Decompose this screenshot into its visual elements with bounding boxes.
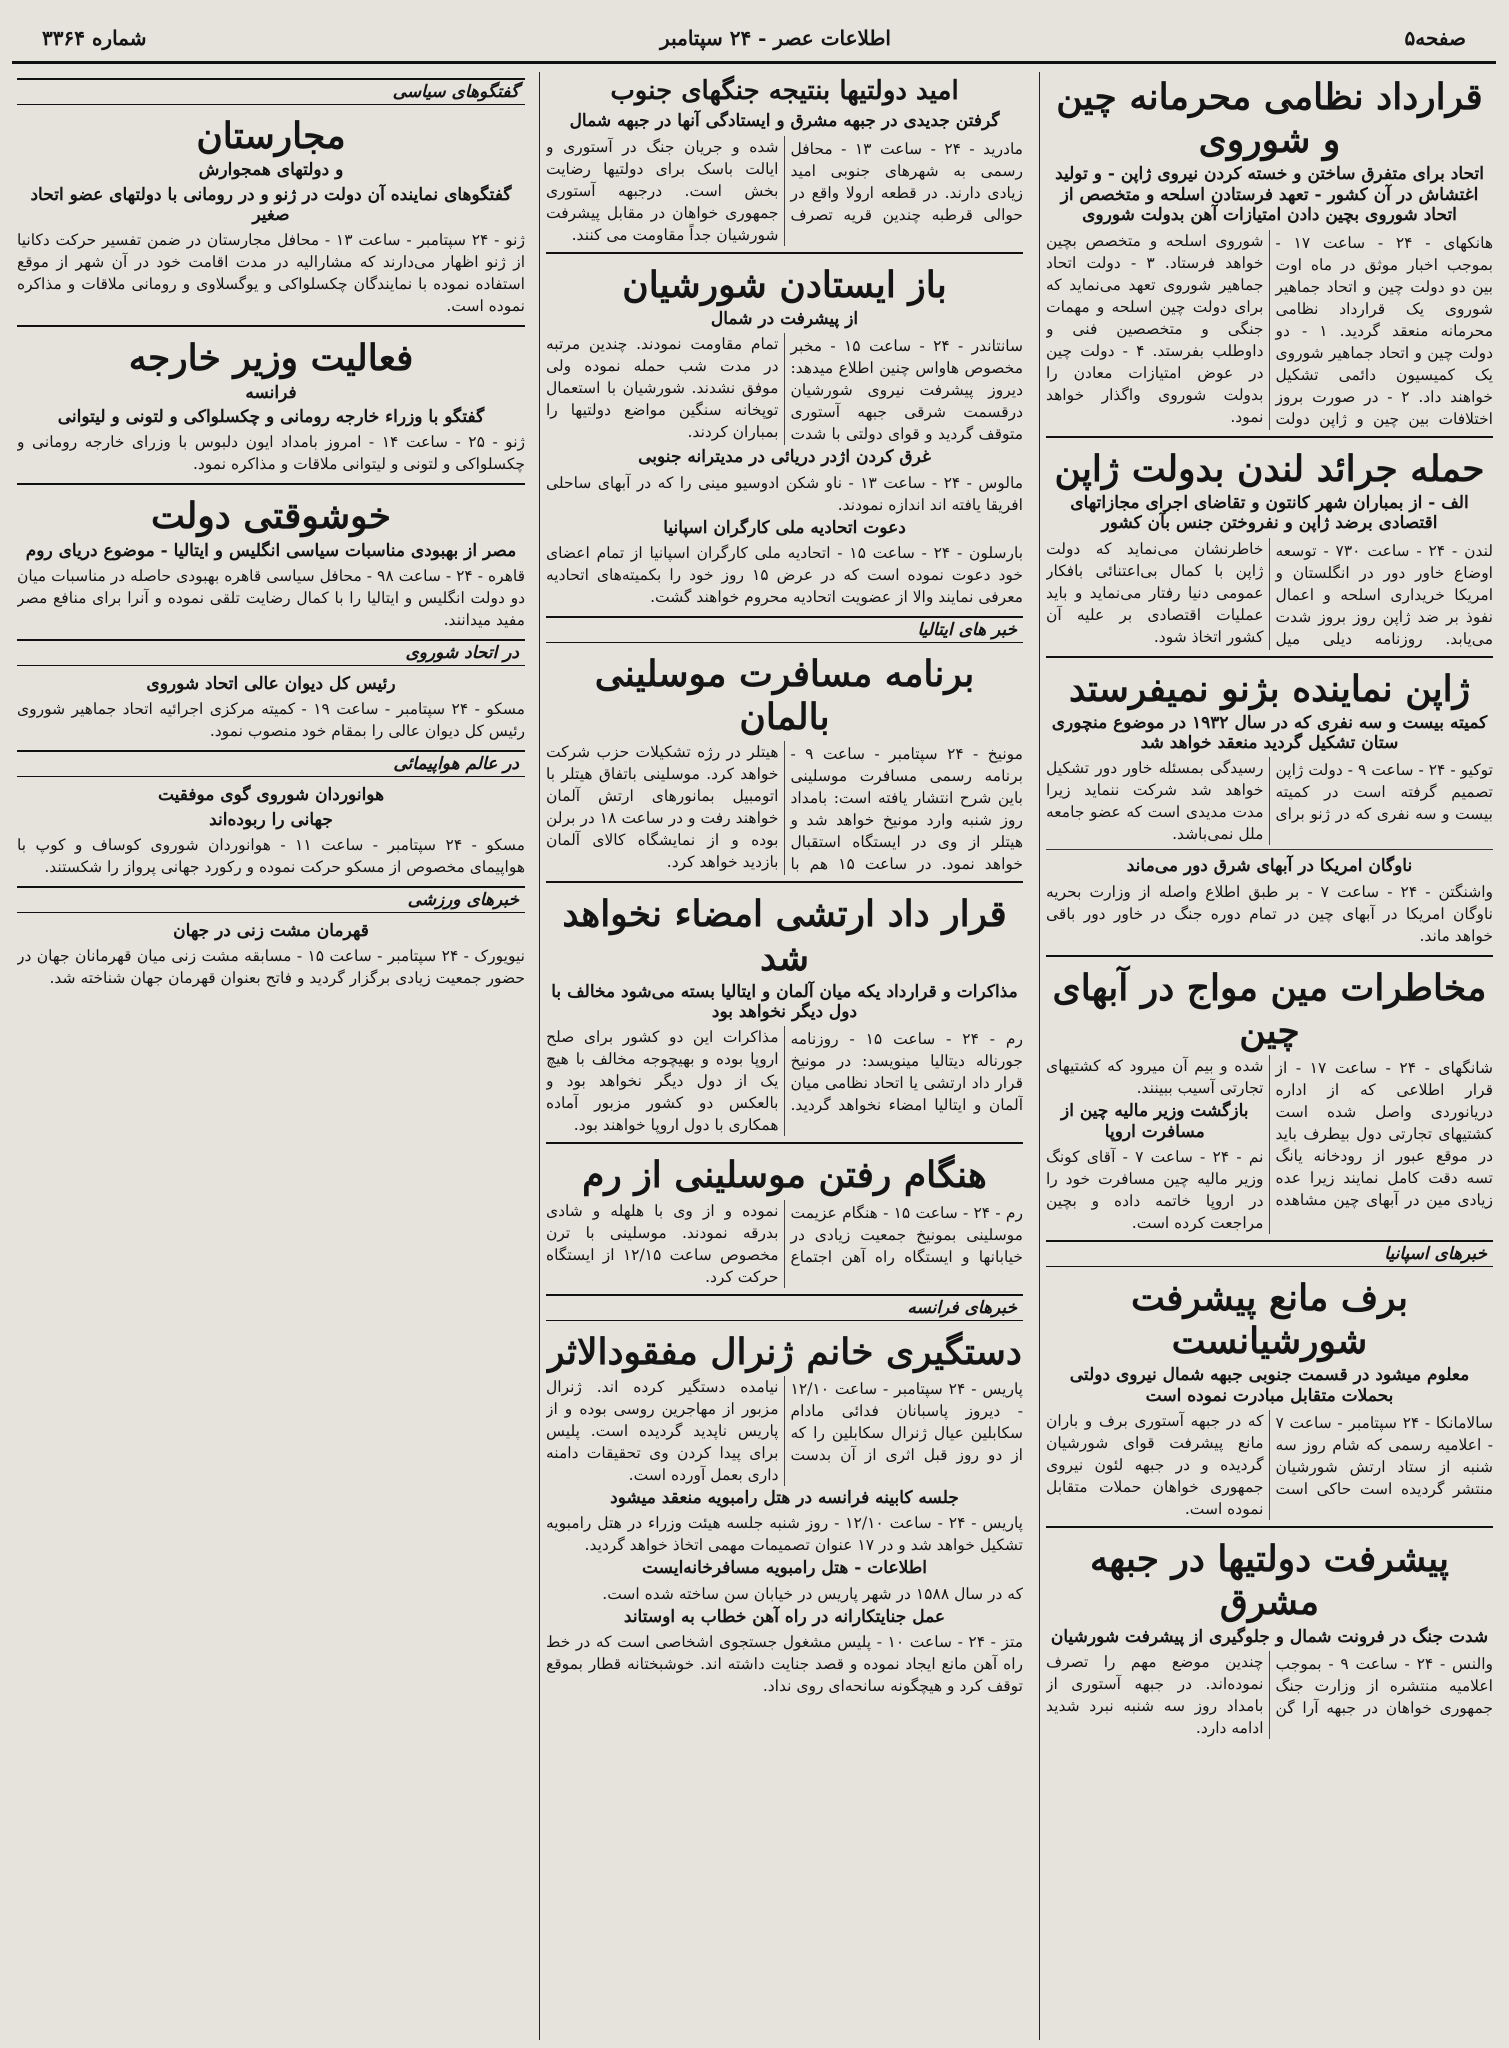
article-body: سالامانکا - ۲۴ سپتامبر - ساعت ۷ - اعلامیه رسمی که شام روز سه شنبه از ستاد ارتش شورشیان منتشر گردیده است حاکی است که در جبهه آستوری برف و باران مانع پیشرفت قوای شورشیان گردیده و در جبهه لئون نیروی جمهوری خواهان حملات متقابل نموده است. — [1046, 1412, 1493, 1519]
subheadline: اتحاد برای متفرق ساختن و خسته کردن نیروی ژاپن - و تولید اغتشاش در آن کشور - تعهد فرستادن اسلحه و متخصص از اتحاد شوروی بچین دادن امتیازات آهن بدولت شوروی — [1055, 164, 1484, 226]
article-snow — [1046, 1273, 1493, 1520]
article-body: مسکو - ۲۴ سپتامبر - ساعت ۱۹ - کمیته مرکزی اجرائیه اتحاد جماهیر شوروی رئیس کل دیوان عالی را بمقام خود منصوب نمود. — [17, 700, 525, 741]
article-body: مونیخ - ۲۴ سپتامبر - ساعت ۹ - برنامه رسمی مسافرت موسلینی باین شرح انتشار یافته است: بامداد روز شنبه وارد مونیخ خواهد شد و هیتلر از وی در ایستگاه استقبال خواهد نمود. در ساعت ۱۵ هم با هیتلر در رژه تشکیلات حزب شرکت خواهد کرد. موسلینی باتفاق هیتلر با اتومبیل بمانورهای ارتش آلمان خواهند رفت و در ساعت ۱۸ در برلن بوده و از نمایشگاه کالای آلمان بازدید خواهد کرد. — [546, 743, 1023, 874]
subheadline: کمیته بیست و سه نفری که در سال ۱۹۳۲ در موضوع منچوری ستان تشکیل گردید منعقد خواهد شد — [1051, 712, 1488, 754]
article-aviators — [17, 783, 525, 880]
subheadline: بازگشت وزیر مالیه چین از مسافرت اروپا — [1061, 1101, 1249, 1142]
article-body: مادرید - ۲۴ - ساعت ۱۳ - محافل رسمی به شهرهای جنوبی امید زیادی دارند. در قطعه ارولا واقع در حوالی قرطبه چندین قریه تصرف شده و جریان جنگ در آستوری و ایالت باسک برای دولتیها رضایت بخش است. درجبهه آستوری جمهوری خواهان در مقابل پیشرفت شورشیان جداً مقاومت می کنند. — [546, 137, 1023, 244]
article-mines — [1046, 963, 1493, 1234]
article-london-press — [1046, 444, 1493, 650]
headline: امید دولتیها بنتیجه جنگهای جنوب — [610, 76, 959, 106]
subheadline: اطلاعات - هتل رامبویه مسافرخانه‌ایست — [641, 1558, 928, 1579]
article-mussolini-leaving — [546, 1150, 1023, 1287]
headline: برنامه مسافرت موسلینی بالمان — [594, 652, 975, 739]
article-japan-geneva — [1046, 664, 1493, 846]
subheadline: گرفتن جدیدی در جبهه مشرق و ایستادگی آنها در جبهه شمال — [569, 111, 1000, 132]
subheadline: مذاکرات و قرارداد یکه میان آلمان و ایتالیا بسته می‌شود مخالف با دول دیگر نخواهد بود — [551, 981, 1018, 1023]
section-label-sports: خبرهای ورزشی — [17, 886, 525, 913]
section-label-france: خبرهای فرانسه — [546, 1294, 1023, 1321]
article-body: واشنگتن - ۲۴ - ساعت ۷ - بر طبق اطلاع واصله از وزارت بحریه ناوگان امریکا در آبهای چین در تمام دوره جنگ در خاور دور باقی خواهد ماند. — [1046, 882, 1493, 945]
issue-number: شماره ۳۳۶۴ — [42, 25, 147, 50]
headline: رئیس کل دیوان عالی اتحاد شوروی — [146, 673, 396, 694]
article-military-pact — [546, 889, 1023, 1136]
article-body: رم - ۲۴ - ساعت ۱۵ - هنگام عزیمت موسلینی بمونیخ جمعیت زیادی در خیابانها و ایستگاه راه آهن اجتماع نموده و از وی با هلهله و شادی بدرقه نمودند. موسلینی با ترن مخصوص ساعت ۱۲/۱۵ از ایستگاه حرکت کرد. — [546, 1201, 1023, 1286]
section-label-spain: خبرهای اسپانیا — [1046, 1240, 1493, 1267]
subheadline: گفتگو با وزراء خارجه رومانی و چکسلواکی و لتونی و لیتوانی — [57, 406, 485, 427]
subheadline: گفتگوهای نماینده آن دولت در ژنو و در رومانی با دولتهای عضو اتحاد صغیر — [30, 184, 512, 225]
headline: قهرمان مشت زنی در جهان — [173, 921, 369, 942]
article-body: هانکهای - ۲۴ - ساعت ۱۷ - بموجب اخبار موثق در ماه اوت بین دو دولت چین و اتحاد جماهیر شوروی یک قرارداد نظامی محرمانه منعقد گردید. ۱ - دو دولت چین و اتحاد جماهیر شوروی یک کمیسیون دائمی تشکیل خواهند داد. ۲ - در صورت بروز اختلافات بین چین و ژاپن دولت شوروی اسلحه و متخصص بچین خواهد فرستاد. ۳ - دولت اتحاد جماهیر شوروی تعهد می‌نماید که برای دولت چین اسلحه و مهمات جنگی و متخصصین فنی و داوطلب بفرستد. ۴ - دولت چین در عوض امتیازات معادن را بدولت شوروی واگذار خواهد نمود. — [1046, 231, 1493, 428]
subheadline: مصر از بهبودی مناسبات سیاسی انگلیس و ایتالیا - موضوع دریای روم — [25, 540, 517, 561]
article-body: ژنو - ۲۴ سپتامبر - ساعت ۱۳ - محافل مجارستان در ضمن تفسیر حرکت دکانیا از ژنو اظهار می‌دارند که مشارالیه در مدت اقامت خود در آن شهر از موقع استفاده نموده با نمایندگان چکسلواکی و یوگسلاوی و رومانی ملاقات و مذاکره نموده است. — [17, 231, 525, 316]
article-body: لندن - ۲۴ - ساعت ۷۳۰ - توسعه اوضاع خاور دور در انگلستان و امریکا خریداری اسلحه و اعمال نفوذ بر ضد ژاپن روز بروز شدت می‌یابد. روزنامه دیلی میل خاطرنشان می‌نماید که دولت ژاپن با کمال بی‌اعتنائی بافکار عمومی دنیا رفتار می‌نماید و باید عملیات اقتصادی بر علیه آن کشور اتخاذ شود. — [1046, 539, 1493, 648]
section-label-soviet: در اتحاد شوروی — [17, 639, 525, 666]
column-middle — [539, 72, 1029, 2040]
article-china-soviet — [1046, 72, 1493, 430]
headline: هوانوردان شوروی گوی موفقیت — [157, 785, 385, 806]
subheadline: جهانی را ربوده‌اند — [209, 809, 333, 830]
article-egypt — [17, 491, 525, 633]
article-body: پاریس - ۲۴ سپتامبر - ساعت ۱۲/۱۰ - دیروز پاسبانان فدائی مادام سکابلین عیال ژنرال سکابلین را که از دو روز قبل اثری از آن بدست نیامده دستگیر کرده اند. ژنرال مزبور از مهاجرین روسی بوده و از پاریس ناپدید گردیده است. پلیس برای پیدا کردن وی تحقیقات دامنه داری بعمل آورده است. — [546, 1377, 1023, 1484]
article-east-front — [1046, 1534, 1493, 1739]
section-label-aviation: در عالم هواپیمائی — [17, 750, 525, 777]
article-body: شانگهای - ۲۴ - ساعت ۱۷ - از قرار اطلاعی که از اداره دریانوردی واصل شده است کشتیهای تجارتی دول بیطرف باید در موقع عبور از رودخانه یانگ تسه دقت کامل نمایند زیرا عده زیادی مین در آبهای چین مشاهده شده و بیم آن میرود که کشتیهای تجارتی آسیب ببینند. — [1046, 1057, 1493, 1210]
page-number: صفحه۵ — [1404, 25, 1466, 50]
column-left — [11, 72, 531, 2040]
article-mussolini-trip — [546, 649, 1023, 875]
subheadline: معلوم میشود در قسمت جنوبی جبهه شمال نیروی دولتی بحملات متقابل مبادرت نموده است — [1069, 1365, 1470, 1406]
headline: دستگیری خانم ژنرال مفقودالاثر — [547, 1330, 1022, 1373]
article-body: که در سال ۱۵۸۸ در شهر پاریس در خیابان سن ساخته شده است. — [602, 1584, 1023, 1603]
article-body: پاریس - ۲۴ - ساعت ۱۲/۱۰ - روز شنبه جلسه هیئت وزراء در هتل رامبویه تشکیل خواهد شد و در ۱۷ عنوان تصمیمات مهمی اتخاذ خواهد گردید. — [546, 1514, 1023, 1555]
article-body: نیویورک - ۲۴ سپتامبر - ساعت ۱۵ - مسابقه مشت زنی میان قهرمانان جهان در حضور جمعیت زیادی برگزار گردید و فاتح بعنوان قهرمان جهان شناخته شد. — [17, 947, 525, 988]
headline: ناوگان امریکا در آبهای شرق دور می‌ماند — [1126, 856, 1413, 877]
article-us-fleet — [1046, 854, 1493, 948]
headline: خوشوقتی دولت — [151, 495, 391, 538]
headline: باز ایستادن شورشیان — [622, 263, 947, 306]
article-body: ژنو - ۲۵ - ساعت ۱۴ - امروز بامداد ایون دلبوس با وزرای خارجه رومانی و چکسلواکی و لتونی و لیتوانی ملاقات و مذاکره نمود. — [17, 433, 525, 474]
article-body: رم - ۲۴ - ساعت ۱۵ - روزنامه جورناله دیتالیا مینویسد: در مونیخ قرار داد ارتشی یا اتحاد نظامی میان آلمان و ایتالیا امضاء نخواهد گردید. مذاکرات این دو کشور برای صلح اروپا بوده و بهیچوجه مخالف با هیچ یک از دول دیگر نخواهد بود و بالعکس دو کشور مزبور آماده همکاری با دول اروپا خواهند بود. — [546, 1028, 1023, 1135]
headline: قرارداد نظامی محرمانه چین و شوروی — [1056, 76, 1483, 162]
article-body: والنس - ۲۴ - ساعت ۹ - بموجب اعلامیه منتشره از وزارت جنگ جمهوری خواهان در جبهه آرا گن چندین موضع مهم را تصرف نموده‌اند. در جبهه آستوری از بامداد روز سه شنبه نبرد شدید ادامه دارد. — [1046, 1652, 1493, 1737]
subheadline: دعوت اتحادیه ملی کارگران اسپانیا — [663, 517, 906, 538]
subheadline: فرانسه — [245, 382, 297, 403]
subheadline: شدت جنگ در فرونت شمال و جلوگیری از پیشرفت شورشیان — [1050, 1626, 1489, 1647]
masthead — [12, 14, 1496, 64]
headline: ژاپن نماینده بژنو نمیفرستد — [1068, 667, 1471, 710]
headline: حمله جرائد لندن بدولت ژاپن — [1054, 447, 1485, 490]
headline: برف مانع پیشرفت شورشیانست — [1130, 1277, 1409, 1363]
subheadline: غرق کردن اژدر دریائی در مدیترانه جنوبی — [638, 447, 931, 468]
headline: مجارستان — [196, 115, 346, 157]
headline: مخاطرات مین مواج در آبهای چین — [1052, 966, 1487, 1053]
article-hungary — [17, 111, 525, 319]
paper-title: اطلاعات عصر - ۲۴ سپتامبر — [660, 25, 891, 50]
article-body: سانتاندر - ۲۴ - ساعت ۱۵ - مخبر مخصوص هاواس چنین اطلاع میدهد: دیروز پیشرفت نیروی شورشیان درقسمت شرقی جبهه آستوری متوقف گردید و قوای دولتی با شدت تمام مقاومت نمودند. چندین مرتبه در مدت شب حمله نموده ولی موفق نشدند. شورشیان با استعمال توپخانه سنگین مواضع دولتیها را بمباران کردند. — [546, 335, 1023, 444]
article-body: متز - ۲۴ - ساعت ۱۰ - پلیس مشغول جستجوی اشخاصی است که در خط راه آهن مانع ایجاد نموده و قصد جنایت داشته اند. خوشبختانه قطار بموقع توقف کرد و هیچگونه سانحه‌ای روی نداد. — [546, 1633, 1023, 1696]
column-right — [1039, 72, 1499, 2040]
subheadline: و دولتهای همجوارش — [198, 160, 344, 181]
article-body: نم - ۲۴ - ساعت ۷ - آقای کونگ وزیر مالیه چین مسافرت خود را در اروپا خاتمه داده و بچین مراجعت کرده است. — [1046, 1148, 1264, 1233]
article-rebels-halt — [546, 260, 1023, 610]
headline: پیشرفت دولتیها در جبهه مشرق — [1089, 1538, 1450, 1624]
article-foreign-minister — [17, 333, 525, 477]
article-boxing — [17, 919, 525, 991]
article-body: مالوس - ۲۴ - ساعت ۱۳ - ناو شکن ادوسیو مینی را که در آبهای ساحلی افریقا یافته اند اندازه نمودند. — [546, 473, 1023, 514]
article-general-wife — [546, 1327, 1023, 1699]
section-label-politics: گفتگوهای سیاسی — [17, 78, 525, 105]
headline: قرار داد ارتشی امضاء نخواهد شد — [562, 893, 1007, 979]
subheadline: الف - از بمباران شهر کانتون و تقاضای اجرای مجازاتهای اقتصادی برضد ژاپن و نفروختن جنس بآن کشور — [1070, 492, 1469, 534]
section-label-italy: خبر های ایتالیا — [546, 616, 1023, 643]
article-body: توکیو - ۲۴ - ساعت ۹ - دولت ژاپن تصمیم گرفته است در کمیته بیست و سه نفری که در ژنو برای رسیدگی بمسئله خاور دور تشکیل خواهد شد شرکت ننماید زیرا مدت مدیدی است که عضو جامعه ملل نمی‌باشد. — [1046, 759, 1493, 844]
article-body: مسکو - ۲۴ سپتامبر - ساعت ۱۱ - هوانوردان شوروی کوساف و کوپ با هواپیمای مخصوص از مسکو حرکت نموده و رکورد جهانی پرواز را شکستند. — [17, 836, 525, 877]
headline: هنگام رفتن موسلینی از رم — [582, 1154, 987, 1197]
article-body: قاهره - ۲۴ - ساعت ۹۸ - محافل سیاسی قاهره بهبودی حاصله در مناسبات میان دو دولت انگلیس و ایتالیا را با کمال رضایت تلقی نموده و آنرا برای منافع مصر مفید میدانند. — [17, 566, 525, 629]
article-soviet-court — [17, 672, 525, 744]
headline: فعالیت وزیر خارجه — [128, 337, 414, 380]
article-south-battles — [546, 72, 1023, 246]
subheadline: جلسه کابینه فرانسه در هتل رامبویه منعقد میشود — [610, 1487, 959, 1508]
subheadline: عمل جنایتکارانه در راه آهن خطاب به اوستاند — [623, 1606, 946, 1627]
subheadline: از پیشرفت در شمال — [710, 308, 859, 329]
article-body: بارسلون - ۲۴ - ساعت ۱۵ - اتحادیه ملی کارگران اسپانیا از تمام اعضای خود دعوت نموده است که در عرض ۱۵ روز خود را بکمیته‌های اتحادیه معرفی نمایند والا از عضویت اتحادیه محروم خواهند گشت. — [546, 543, 1023, 606]
